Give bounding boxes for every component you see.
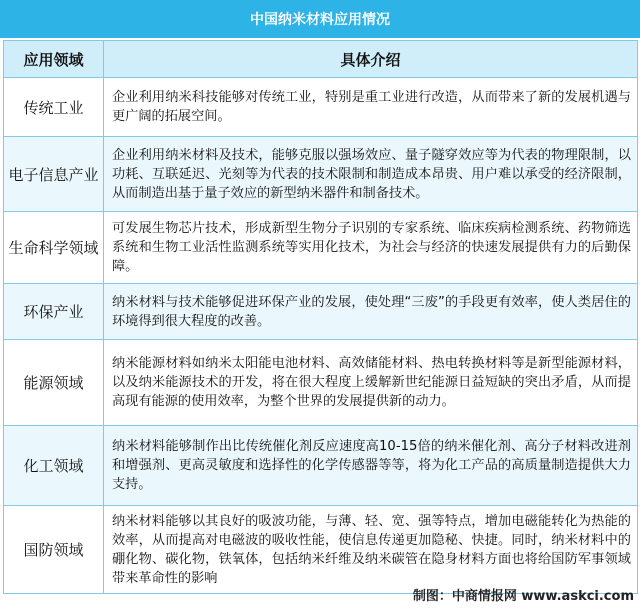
row-field: 传统工业 [4, 78, 104, 137]
row-intro: 纳米能源材料如纳米太阳能电池材料、高效储能材料、热电转换材料等是新型能源材料，以及纳米能源技术的开发，将在很大程度上缓解新世纪能源日益短缺的突出矛盾，从而提高现有能源的使用效率，为整个世界的发展提供新的动力。 [104, 340, 638, 426]
table-row [4, 212, 638, 284]
row-intro: 纳米材料能够制作出比传统催化剂反应速度高10-15倍的纳米催化剂、高分子材料改进剂和增强剂、更高灵敏度和选择性的化学传感器等等，将为化工产品的高质量制造提供大力支持。 [104, 426, 638, 506]
header-row [4, 41, 638, 78]
row-field: 环保产业 [4, 284, 104, 340]
table-row [4, 137, 638, 212]
row-field: 生命科学领域 [4, 212, 104, 284]
row-intro: 纳米材料与技术能够促进环保产业的发展，使处理“三废”的手段更有效率，使人类居住的环境得到很大程度的改善。 [104, 284, 638, 340]
row-intro: 纳米材料能够以其良好的吸波功能，与薄、轻、宽、强等特点，增加电磁能转化为热能的效率，从而提高对电磁波的吸收性能，使信息传递更加隐秘、快捷。同时，纳米材料中的硼化物、碳化物，铁氧体，包括纳米纤维及纳米碳管在隐身材料方面也将给国防军事领域带来革命性的影响 [104, 506, 638, 594]
source-credit: 制图：中商情报网 www.askci.com [412, 589, 634, 604]
table-row [4, 78, 638, 137]
row-field: 电子信息产业 [4, 137, 104, 212]
table-row [4, 426, 638, 506]
application-table [3, 40, 638, 594]
row-intro: 企业利用纳米材料及技术，能够克服以强场效应、量子隧穿效应等为代表的物理限制，以功耗、互联延迟、光刻等为代表的技术限制和制造成本昂贵、用户难以承受的经济限制，从而制造出基于量子效应的新型纳米器件和制备技术。 [104, 137, 638, 212]
row-field: 能源领域 [4, 340, 104, 426]
table-title: 中国纳米材料应用情况 [0, 0, 640, 38]
table-row [4, 340, 638, 426]
table-row [4, 506, 638, 594]
row-field: 国防领域 [4, 506, 104, 594]
row-field: 化工领域 [4, 426, 104, 506]
header-field: 应用领域 [4, 41, 104, 78]
row-intro: 可发展生物芯片技术，形成新型生物分子识别的专家系统、临床疾病检测系统、药物筛选系统和生物工业活性监测系统等实用化技术，为社会与经济的快速发展提供有力的后勤保障。 [104, 212, 638, 284]
row-intro: 企业利用纳米科技能够对传统工业，特别是重工业进行改造，从而带来了新的发展机遇与更广阔的拓展空间。 [104, 78, 638, 137]
header-intro: 具体介绍 [104, 41, 638, 78]
table-row [4, 284, 638, 340]
